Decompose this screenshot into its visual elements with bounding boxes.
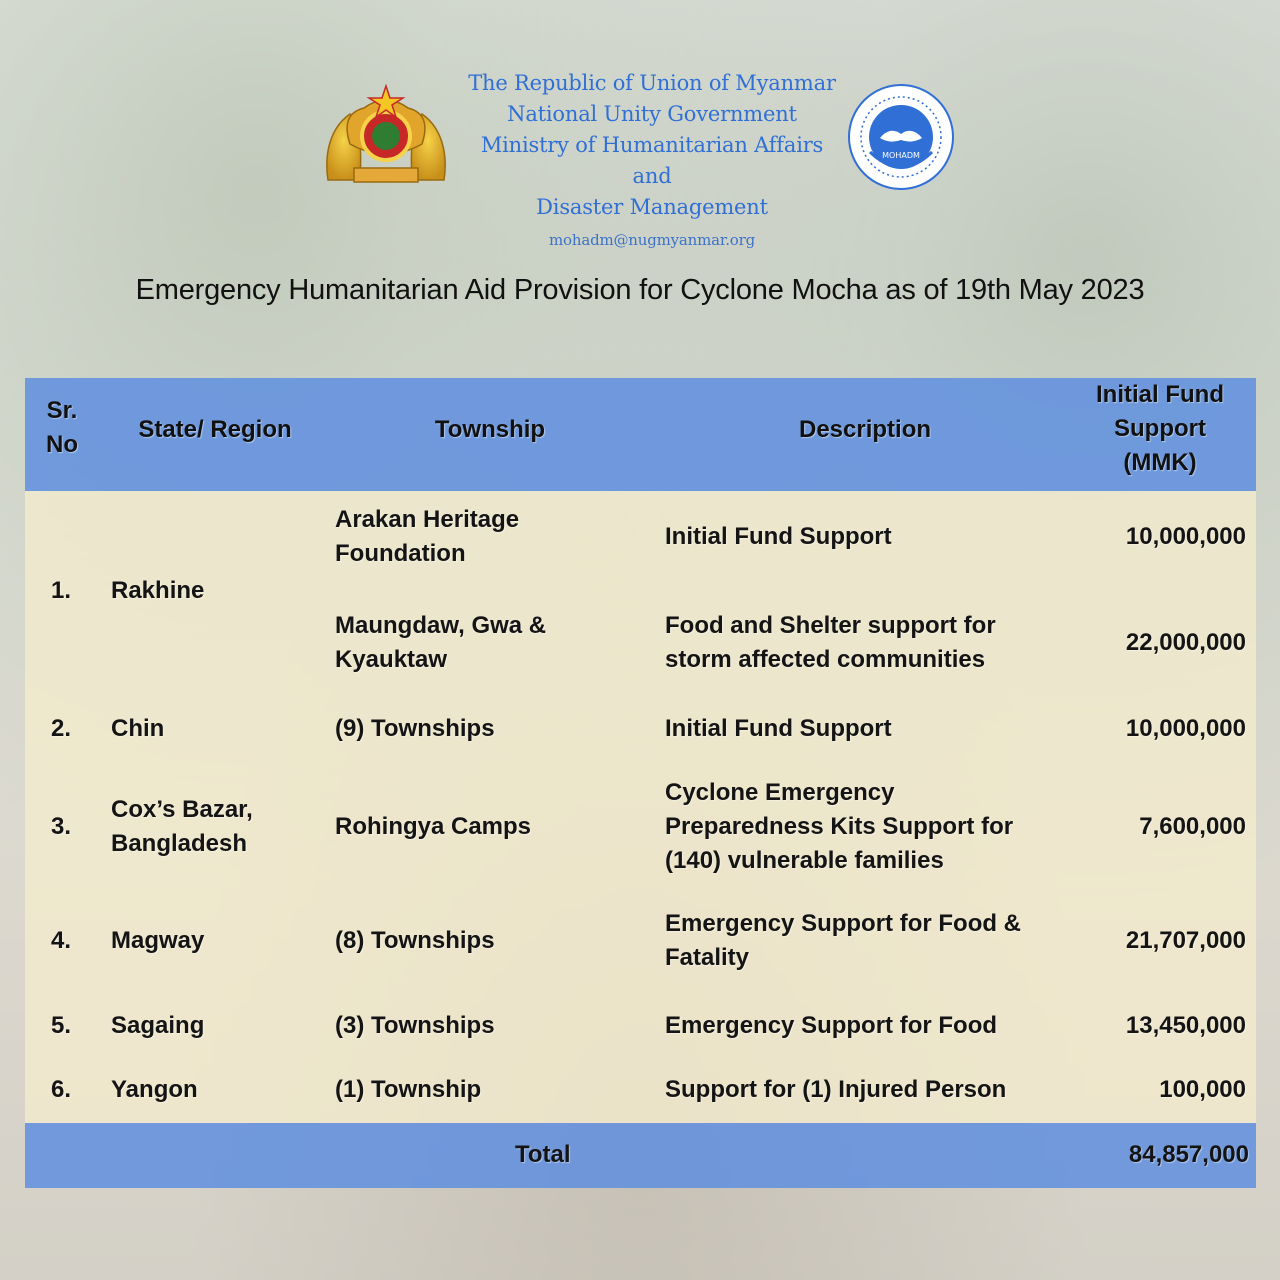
row-6-description: Support for (1) Injured Person [665, 1076, 1007, 1103]
row-3-region-line-1: Cox’s Bazar, [111, 796, 253, 823]
aid-table [25, 378, 1256, 1188]
seal-label: MOHADM [882, 151, 920, 160]
total-amount: 84,857,000 [1128, 1141, 1249, 1168]
organization-block [462, 68, 842, 251]
row-1a-description: Initial Fund Support [665, 523, 892, 550]
org-line-3: Ministry of Humanitarian Affairs and [480, 133, 824, 188]
row-3-description-line-1: Cyclone Emergency [665, 779, 895, 806]
row-3-description-line-2: Preparedness Kits Support for [665, 813, 1014, 840]
header-fund-line-1: Initial Fund [1096, 381, 1224, 408]
table-body [25, 491, 1256, 1123]
org-email: mohadm@nugmyanmar.org [549, 231, 755, 249]
row-1a-amount: 10,000,000 [1125, 523, 1246, 550]
header-fund-line-3: (MMK) [1123, 449, 1197, 476]
row-3-region-line-2: Bangladesh [111, 830, 248, 857]
row-1b-township-line-2: Kyauktaw [335, 646, 448, 673]
row-5-amount: 13,450,000 [1125, 1012, 1246, 1039]
row-1b-description-line-2: storm affected communities [665, 646, 986, 673]
row-4-sr: 4. [51, 927, 72, 954]
page-title: Emergency Humanitarian Aid Provision for Cyclone Mocha as of 19th May 2023 [135, 274, 1145, 306]
header-fund-line-2: Support [1114, 415, 1206, 442]
row-5-sr: 5. [51, 1012, 72, 1039]
header [0, 0, 1280, 249]
header-fund [1075, 378, 1245, 480]
org-line-2: National Unity Government [507, 102, 797, 126]
row-2-sr: 2. [51, 715, 72, 742]
row-3-description [665, 776, 1013, 878]
header-sr-no [37, 394, 87, 462]
header-description: Description [798, 416, 932, 443]
row-5-description: Emergency Support for Food [665, 1012, 998, 1039]
row-1b-township-line-1: Maungdaw, Gwa & [335, 612, 547, 639]
row-2-description: Initial Fund Support [665, 715, 892, 742]
row-1-region: Rakhine [111, 577, 205, 604]
header-sr-line: Sr. [46, 397, 78, 424]
row-1a-township-line-2: Foundation [335, 540, 466, 567]
row-1b-township [335, 609, 546, 677]
table-header [25, 378, 1256, 491]
header-region: State/ Region [138, 416, 292, 443]
row-5-region: Sagaing [111, 1012, 205, 1039]
state-emblem-logo [320, 84, 452, 192]
row-4-description-line-1: Emergency Support for Food & [665, 910, 1022, 937]
row-2-amount: 10,000,000 [1125, 715, 1246, 742]
row-6-sr: 6. [51, 1076, 72, 1103]
org-line-1: The Republic of Union of Myanmar [468, 71, 836, 95]
table-total-row [25, 1123, 1256, 1188]
row-3-region [111, 793, 253, 861]
row-4-description [665, 907, 1021, 975]
total-label: Total [515, 1141, 571, 1168]
row-6-township: (1) Township [335, 1076, 482, 1103]
row-6-amount: 100,000 [1159, 1076, 1246, 1103]
row-1a-township-line-1: Arakan Heritage [335, 506, 520, 533]
row-2-township: (9) Townships [335, 715, 495, 742]
row-3-sr: 3. [51, 813, 72, 840]
header-no-line: No [46, 431, 78, 458]
row-3-amount: 7,600,000 [1139, 813, 1246, 840]
row-1b-description [665, 609, 996, 677]
row-4-township: (8) Townships [335, 927, 495, 954]
row-1b-amount: 22,000,000 [1125, 629, 1246, 656]
mohadm-seal-logo [846, 82, 956, 192]
row-4-description-line-2: Fatality [665, 944, 750, 971]
row-4-region: Magway [111, 927, 205, 954]
row-2-region: Chin [111, 715, 165, 742]
row-6-region: Yangon [111, 1076, 198, 1103]
row-3-description-line-3: (140) vulnerable families [665, 847, 944, 874]
row-3-township: Rohingya Camps [335, 813, 532, 840]
row-1b-description-line-1: Food and Shelter support for [665, 612, 996, 639]
row-5-township: (3) Townships [335, 1012, 495, 1039]
row-1-sr: 1. [51, 577, 72, 604]
row-4-amount: 21,707,000 [1125, 927, 1246, 954]
header-township: Township [434, 416, 546, 443]
org-line-4: Disaster Management [536, 195, 768, 219]
row-1a-township [335, 503, 519, 571]
